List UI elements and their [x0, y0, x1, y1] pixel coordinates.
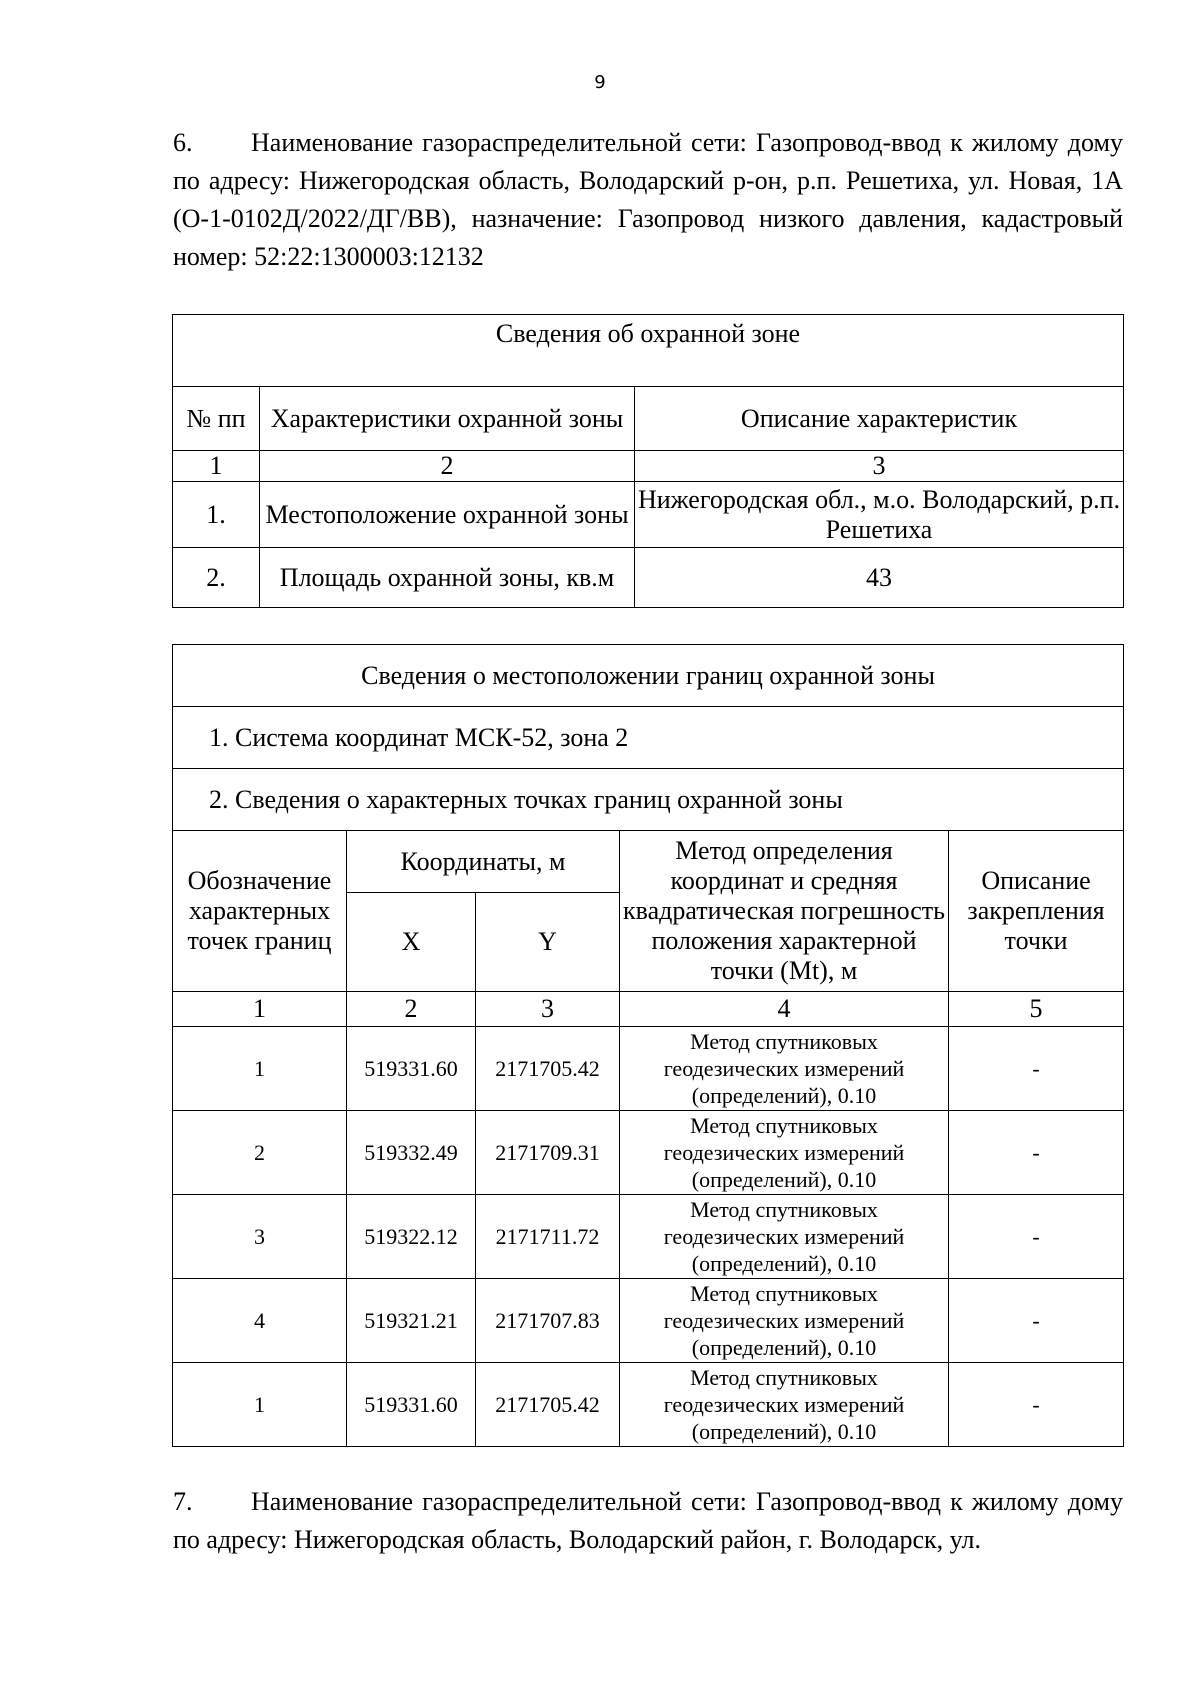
point-id: 4: [173, 1279, 347, 1363]
column-number: 2: [260, 451, 635, 482]
coordinates-header: Координаты, м: [347, 831, 620, 893]
coordinate-system: 1. Система координат МСК-52, зона 2: [173, 707, 1124, 769]
method-header: Метод определения координат и средняя квадратическая погрешность положения характерной точки (Mt), м: [620, 831, 949, 992]
point-method: Метод спутниковых геодезических измерений (определений), 0.10: [620, 1027, 949, 1111]
row-characteristic: Местоположение охранной зоны: [260, 482, 635, 548]
point-y: 2171707.83: [476, 1279, 620, 1363]
point-y: 2171711.72: [476, 1195, 620, 1279]
column-number: 3: [476, 992, 620, 1027]
point-method: Метод спутниковых геодезических измерений (определений), 0.10: [620, 1111, 949, 1195]
column-header: Описание характеристик: [635, 387, 1124, 451]
point-fixing: -: [949, 1195, 1124, 1279]
row-characteristic: Площадь охранной зоны, кв.м: [260, 548, 635, 608]
column-number: 3: [635, 451, 1124, 482]
point-method: Метод спутниковых геодезических измерений (определений), 0.10: [620, 1279, 949, 1363]
section-6-paragraph: [173, 124, 1123, 276]
section-text: Наименование газораспределительной сети: Газопровод-ввод к жилому дому по адресу: Нижегородская область, Володарский р-он, р.п. Решетиха, ул. Новая, 1А (О-1-0102Д/2022/ДГ/ВВ), назначение: Газопровод низкого давления, кадастровый номер: 52:22:1300003:12132: [173, 128, 1123, 271]
column-number: 2: [347, 992, 476, 1027]
section-text: Наименование газораспределительной сети: Газопровод-ввод к жилому дому по адресу: Нижегородская область, Володарский район, г. Володарск, ул.: [173, 1487, 1123, 1554]
protection-zone-table: [172, 314, 1124, 608]
point-fixing: -: [949, 1027, 1124, 1111]
point-y: 2171705.42: [476, 1363, 620, 1447]
point-id: 3: [173, 1195, 347, 1279]
row-description: 43: [635, 548, 1124, 608]
designation-header: Обозначение характерных точек границ: [173, 831, 347, 992]
point-method: Метод спутниковых геодезических измерений (определений), 0.10: [620, 1195, 949, 1279]
table-row: [173, 1279, 1124, 1363]
point-fixing: -: [949, 1111, 1124, 1195]
point-x: 519332.49: [347, 1111, 476, 1195]
point-id: 1: [173, 1027, 347, 1111]
table-row: [173, 1027, 1124, 1111]
column-number: 4: [620, 992, 949, 1027]
zone-boundaries-table: [172, 644, 1124, 1447]
point-x: 519331.60: [347, 1363, 476, 1447]
column-number: 1: [173, 451, 260, 482]
point-x: 519322.12: [347, 1195, 476, 1279]
section-7-paragraph: [173, 1483, 1123, 1559]
row-number: 2.: [173, 548, 260, 608]
table-row: [173, 1363, 1124, 1447]
table-title: Сведения о местоположении границ охранной зоны: [173, 645, 1124, 707]
table-row: [173, 482, 1124, 548]
y-header: Y: [476, 893, 620, 992]
page-number: 9: [594, 72, 606, 93]
point-id: 1: [173, 1363, 347, 1447]
column-number: 5: [949, 992, 1124, 1027]
table-row: [173, 548, 1124, 608]
table-row: [173, 1111, 1124, 1195]
table-title: Сведения об охранной зоне: [173, 315, 1124, 387]
point-fixing: -: [949, 1363, 1124, 1447]
column-header: Характеристики охранной зоны: [260, 387, 635, 451]
point-y: 2171709.31: [476, 1111, 620, 1195]
column-header: № пп: [173, 387, 260, 451]
row-description: Нижегородская обл., м.о. Володарский, р.п. Решетиха: [635, 482, 1124, 548]
point-id: 2: [173, 1111, 347, 1195]
fixing-header: Описание закрепления точки: [949, 831, 1124, 992]
points-title: 2. Сведения о характерных точках границ охранной зоны: [173, 769, 1124, 831]
table-row: [173, 1195, 1124, 1279]
point-method: Метод спутниковых геодезических измерений (определений), 0.10: [620, 1363, 949, 1447]
row-number: 1.: [173, 482, 260, 548]
point-x: 519331.60: [347, 1027, 476, 1111]
x-header: X: [347, 893, 476, 992]
section-number: 7.: [173, 1487, 193, 1516]
point-y: 2171705.42: [476, 1027, 620, 1111]
section-number: 6.: [173, 128, 193, 157]
point-x: 519321.21: [347, 1279, 476, 1363]
column-number: 1: [173, 992, 347, 1027]
point-fixing: -: [949, 1279, 1124, 1363]
